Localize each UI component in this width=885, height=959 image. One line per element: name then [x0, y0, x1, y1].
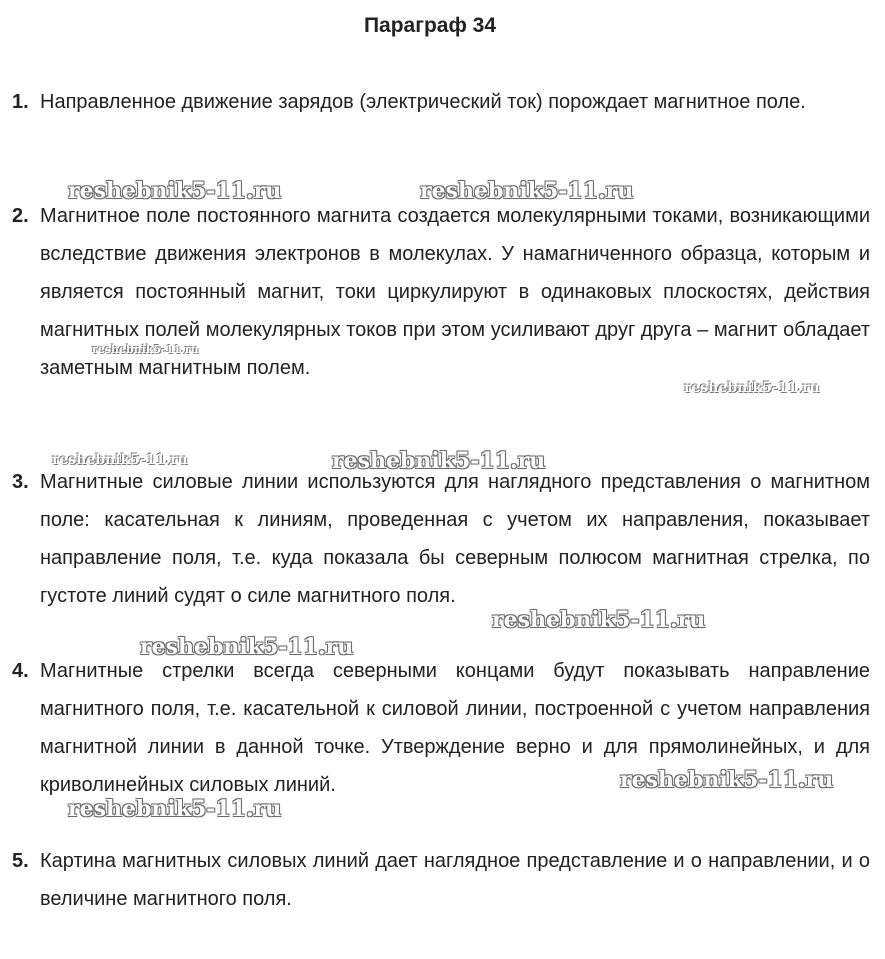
watermark: reshebnik5-11.ru [68, 796, 282, 822]
item-number: 5. [12, 850, 29, 872]
watermark: reshebnik5-11.ru [92, 343, 199, 356]
watermark: reshebnik5-11.ru [492, 607, 706, 633]
item-text: Картина магнитных силовых линий дает наглядное представление и о направлении, и о величине магнитного поля. [40, 850, 870, 910]
page-title: Параграф 34 [363, 14, 497, 37]
list-item-2 [12, 197, 870, 387]
list-item-5 [12, 842, 870, 918]
item-number: 4. [12, 660, 29, 682]
item-number: 2. [12, 205, 29, 227]
item-text: Магнитное поле постоянного магнита создается молекулярными токами, возникающими вследствие движения электронов в молекулах. У намагниченного образца, которым и является постоянный магнит, токи циркулируют в одинаковых плоскостях, действия магнитных полей молекулярных токов при этом усиливают друг друга – магнит обладает заметным магнитным полем. [40, 205, 870, 379]
watermark: reshebnik5-11.ru [140, 634, 354, 660]
watermark: reshebnik5-11.ru [420, 178, 634, 204]
list-item-1 [12, 83, 870, 121]
watermark: reshebnik5-11.ru [620, 767, 834, 793]
watermark: reshebnik5-11.ru [68, 178, 282, 204]
list-item-3 [12, 463, 870, 615]
watermark: reshebnik5-11.ru [52, 452, 188, 468]
item-text: Магнитные стрелки всегда северными концами будут показывать направление магнитного поля, т.е. касательной к силовой линии, построенной с учетом направления магнитной линии в данной точке. Утверждение верно и для прямолинейных, и для криволинейных силовых линий. [40, 660, 870, 796]
item-text: Магнитные силовые линии используются для наглядного представления о магнитном поле: касательная к линиям, проведенная с учетом их направления, показывает направление поля, т.е. куда показала бы северным полюсом магнитная стрелка, по густоте линий судят о силе магнитного поля. [40, 471, 870, 607]
item-number: 3. [12, 471, 29, 493]
watermark: reshebnik5-11.ru [684, 380, 820, 396]
item-number: 1. [12, 91, 29, 113]
item-text: Направленное движение зарядов (электрический ток) порождает магнитное поле. [40, 91, 806, 113]
watermark: reshebnik5-11.ru [332, 448, 546, 474]
